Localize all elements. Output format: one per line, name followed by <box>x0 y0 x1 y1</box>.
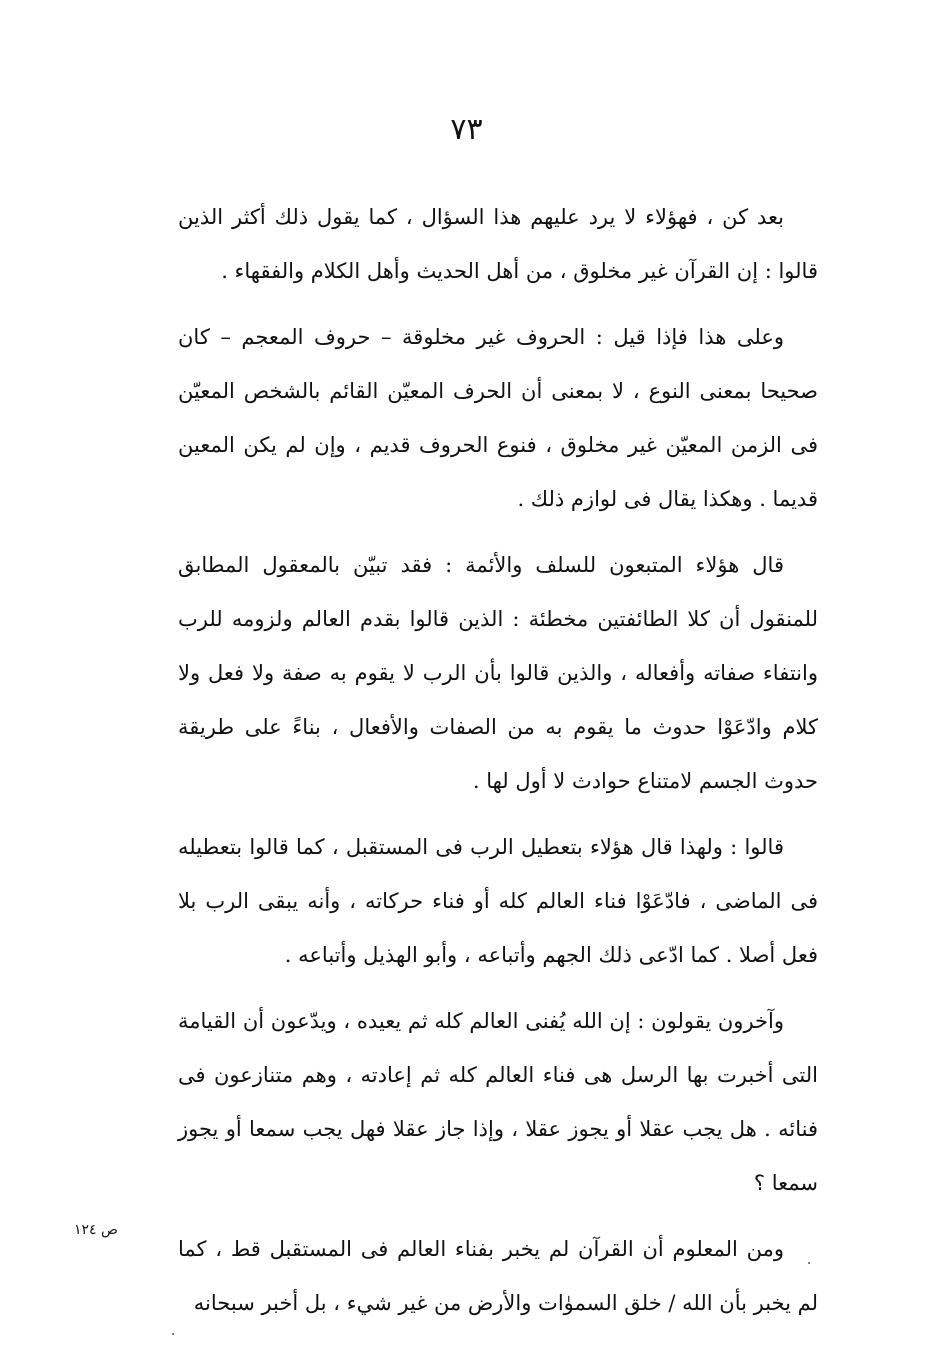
margin-page-reference: ص ١٢٤ <box>74 1222 118 1238</box>
scan-speck <box>808 1262 810 1264</box>
paragraph: وآخرون يقولون : إن الله يُفنى العالم كله ثم يعيده ، ويدّعون أن القيامة التى أخبرت بها الرسل هى فناء العالم كله ثم إعادته ، وهم متنازعون فى فنائه . هل يجب عقلا أو يجوز عقلا ، وإذا جاز عقلا فهل يجب سمعا أو يجوز سمعا ؟ <box>178 1009 818 1195</box>
paragraph: وعلى هذا فإذا قيل : الحروف غير مخلوقة – حروف المعجم – كان صحيحا بمعنى النوع ، لا بمعنى أن الحرف المعيّن القائم بالشخص المعيّن فى الزمن المعيّن غير مخلوق ، فنوع الحروف قديم ، وإن لم يكن المعين قديما . وهكذا يقال فى لوازم ذلك . <box>178 325 818 511</box>
paragraph: قالوا : ولهذا قال هؤلاء بتعطيل الرب فى المستقبل ، كما قالوا بتعطيله فى الماضى ، فادّعَوْا فناء العالم كله أو فناء حركاته ، وأنه يبقى الرب بلا فعل أصلا . كما ادّعى ذلك الجهم وأتباعه ، وأبو الهذيل وأتباعه . <box>178 835 818 967</box>
paragraph: بعد كن ، فهؤلاء لا يرد عليهم هذا السؤال ، كما يقول ذلك أكثر الذين قالوا : إن القرآن غير مخلوق ، من أهل الحديث وأهل الكلام والفقهاء . <box>178 205 818 283</box>
body-text <box>178 190 818 1342</box>
paragraph: ومن المعلوم أن القرآن لم يخبر بفناء العالم فى المستقبل قط ، كما لم يخبر بأن الله / خلق السموٰات والأرض من غير شيء ، بل أخبر سبحانه <box>178 1237 818 1315</box>
scan-speck <box>172 1333 174 1335</box>
page-number: ٧٣ <box>450 112 483 147</box>
paragraph: قال هؤلاء المتبعون للسلف والأئمة : فقد تبيّن بالمعقول المطابق للمنقول أن كلا الطائفتين مخطئة : الذين قالوا بقدم العالم ولزومه للرب وانتفاء صفاته وأفعاله ، والذين قالوا بأن الرب لا يقوم به صفة ولا فعل ولا كلام وادّعَوْا حدوث ما يقوم به من الصفات والأفعال ، بناءً على طريقة حدوث الجسم لامتناع حوادث لا أول لها . <box>178 553 818 793</box>
